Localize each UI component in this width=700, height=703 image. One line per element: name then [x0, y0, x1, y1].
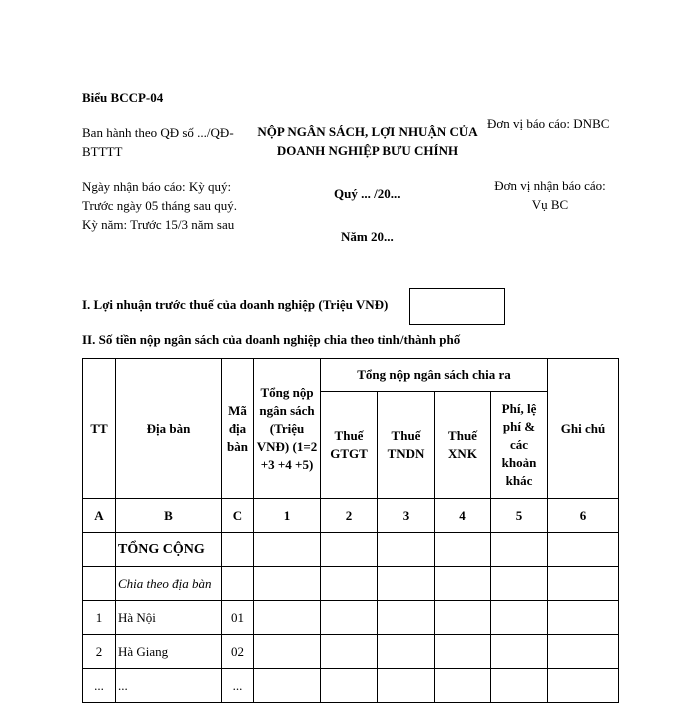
data-cell[interactable]	[254, 567, 321, 601]
table-row-subhead	[83, 567, 619, 601]
col-cit-header: Thuế TNDN	[378, 392, 435, 499]
data-cell[interactable]	[321, 567, 378, 601]
reporting-unit: Đơn vị báo cáo: DNBC	[487, 116, 610, 131]
data-cell[interactable]	[378, 567, 435, 601]
received-line-2: Trước ngày 05 tháng sau quý.	[82, 198, 237, 213]
data-cell[interactable]	[548, 533, 619, 567]
data-cell[interactable]	[378, 669, 435, 703]
row-area: TỔNG CỘNG	[116, 533, 222, 567]
data-cell[interactable]	[435, 601, 491, 635]
data-cell[interactable]	[548, 635, 619, 669]
row-code: 01	[222, 601, 254, 635]
col-xnk-header: Thuế XNK	[435, 392, 491, 499]
data-cell[interactable]	[378, 533, 435, 567]
data-cell[interactable]	[435, 567, 491, 601]
row-code	[222, 533, 254, 567]
row-area: Hà Giang	[116, 635, 222, 669]
col-index: 1	[254, 499, 321, 533]
table-row-total	[83, 533, 619, 567]
budget-table	[82, 358, 619, 703]
row-area: Chia theo địa bàn	[116, 567, 222, 601]
quarter-label: Quý ... /20...	[334, 186, 401, 201]
row-tt: 2	[83, 635, 116, 669]
col-index: 6	[548, 499, 619, 533]
data-cell[interactable]	[321, 635, 378, 669]
table-row	[83, 635, 619, 669]
issued-line-1: Ban hành theo QĐ số .../QĐ-	[82, 125, 234, 140]
data-cell[interactable]	[378, 601, 435, 635]
issued-by	[82, 123, 252, 161]
col-vat-header: Thuế GTGT	[321, 392, 378, 499]
receiver-line-2: Vụ BC	[531, 197, 569, 212]
data-cell[interactable]	[321, 533, 378, 567]
row-area: Hà Nội	[116, 601, 222, 635]
table-header-row	[83, 359, 619, 392]
section-2-heading: II. Số tiền nộp ngân sách của doanh nghiệp chia theo tỉnh/thành phố	[82, 332, 461, 347]
col-index: 2	[321, 499, 378, 533]
data-cell[interactable]	[254, 669, 321, 703]
column-index-row	[83, 499, 619, 533]
col-area-header: Địa bàn	[116, 359, 222, 499]
col-index: C	[222, 499, 254, 533]
receiver-unit	[470, 176, 630, 214]
data-cell[interactable]	[491, 669, 548, 703]
data-cell[interactable]	[254, 601, 321, 635]
section-1-heading: I. Lợi nhuận trước thuế của doanh nghiệp (Triệu VNĐ)	[82, 297, 389, 312]
data-cell[interactable]	[548, 567, 619, 601]
col-tt-header: TT	[83, 359, 116, 499]
col-group-header: Tổng nộp ngân sách chia ra	[321, 359, 548, 392]
receiver-line-1: Đơn vị nhận báo cáo:	[494, 178, 606, 193]
data-cell[interactable]	[548, 669, 619, 703]
data-cell[interactable]	[435, 635, 491, 669]
data-cell[interactable]	[435, 669, 491, 703]
col-index: 5	[491, 499, 548, 533]
col-code-header: Mã địa bàn	[222, 359, 254, 499]
received-date	[82, 177, 237, 234]
received-line-3: Kỳ năm: Trước 15/3 năm sau	[82, 217, 235, 232]
data-cell[interactable]	[378, 635, 435, 669]
col-index: B	[116, 499, 222, 533]
row-code: ...	[222, 669, 254, 703]
col-index: A	[83, 499, 116, 533]
data-cell[interactable]	[491, 601, 548, 635]
data-cell[interactable]	[321, 669, 378, 703]
data-cell[interactable]	[548, 601, 619, 635]
row-area: ...	[116, 669, 222, 703]
col-index: 3	[378, 499, 435, 533]
form-code: Biểu BCCP-04	[82, 90, 164, 105]
row-code: 02	[222, 635, 254, 669]
data-cell[interactable]	[491, 635, 548, 669]
issued-line-2: BTTTT	[82, 144, 123, 159]
row-tt	[83, 533, 116, 567]
title-line-1: NỘP NGÂN SÁCH, LỢI NHUẬN CỦA	[257, 124, 478, 139]
data-cell[interactable]	[491, 533, 548, 567]
col-fees-header: Phí, lệ phí & các khoản khác	[491, 392, 548, 499]
received-line-1: Ngày nhận báo cáo: Kỳ quý:	[82, 179, 232, 194]
row-tt	[83, 567, 116, 601]
table-row	[83, 669, 619, 703]
col-total-header: Tổng nộp ngân sách (Triệu VNĐ) (1=2 +3 +4 +5)	[254, 359, 321, 499]
data-cell[interactable]	[491, 567, 548, 601]
data-cell[interactable]	[254, 635, 321, 669]
profit-input-box[interactable]	[409, 288, 505, 325]
row-tt: 1	[83, 601, 116, 635]
table-row	[83, 601, 619, 635]
col-index: 4	[435, 499, 491, 533]
title-line-2: DOANH NGHIỆP BƯU CHÍNH	[276, 143, 459, 158]
report-title	[245, 122, 490, 160]
data-cell[interactable]	[321, 601, 378, 635]
row-code	[222, 567, 254, 601]
data-cell[interactable]	[435, 533, 491, 567]
data-cell[interactable]	[254, 533, 321, 567]
year-label: Năm 20...	[341, 229, 394, 244]
col-note-header: Ghi chú	[548, 359, 619, 499]
row-tt: ...	[83, 669, 116, 703]
